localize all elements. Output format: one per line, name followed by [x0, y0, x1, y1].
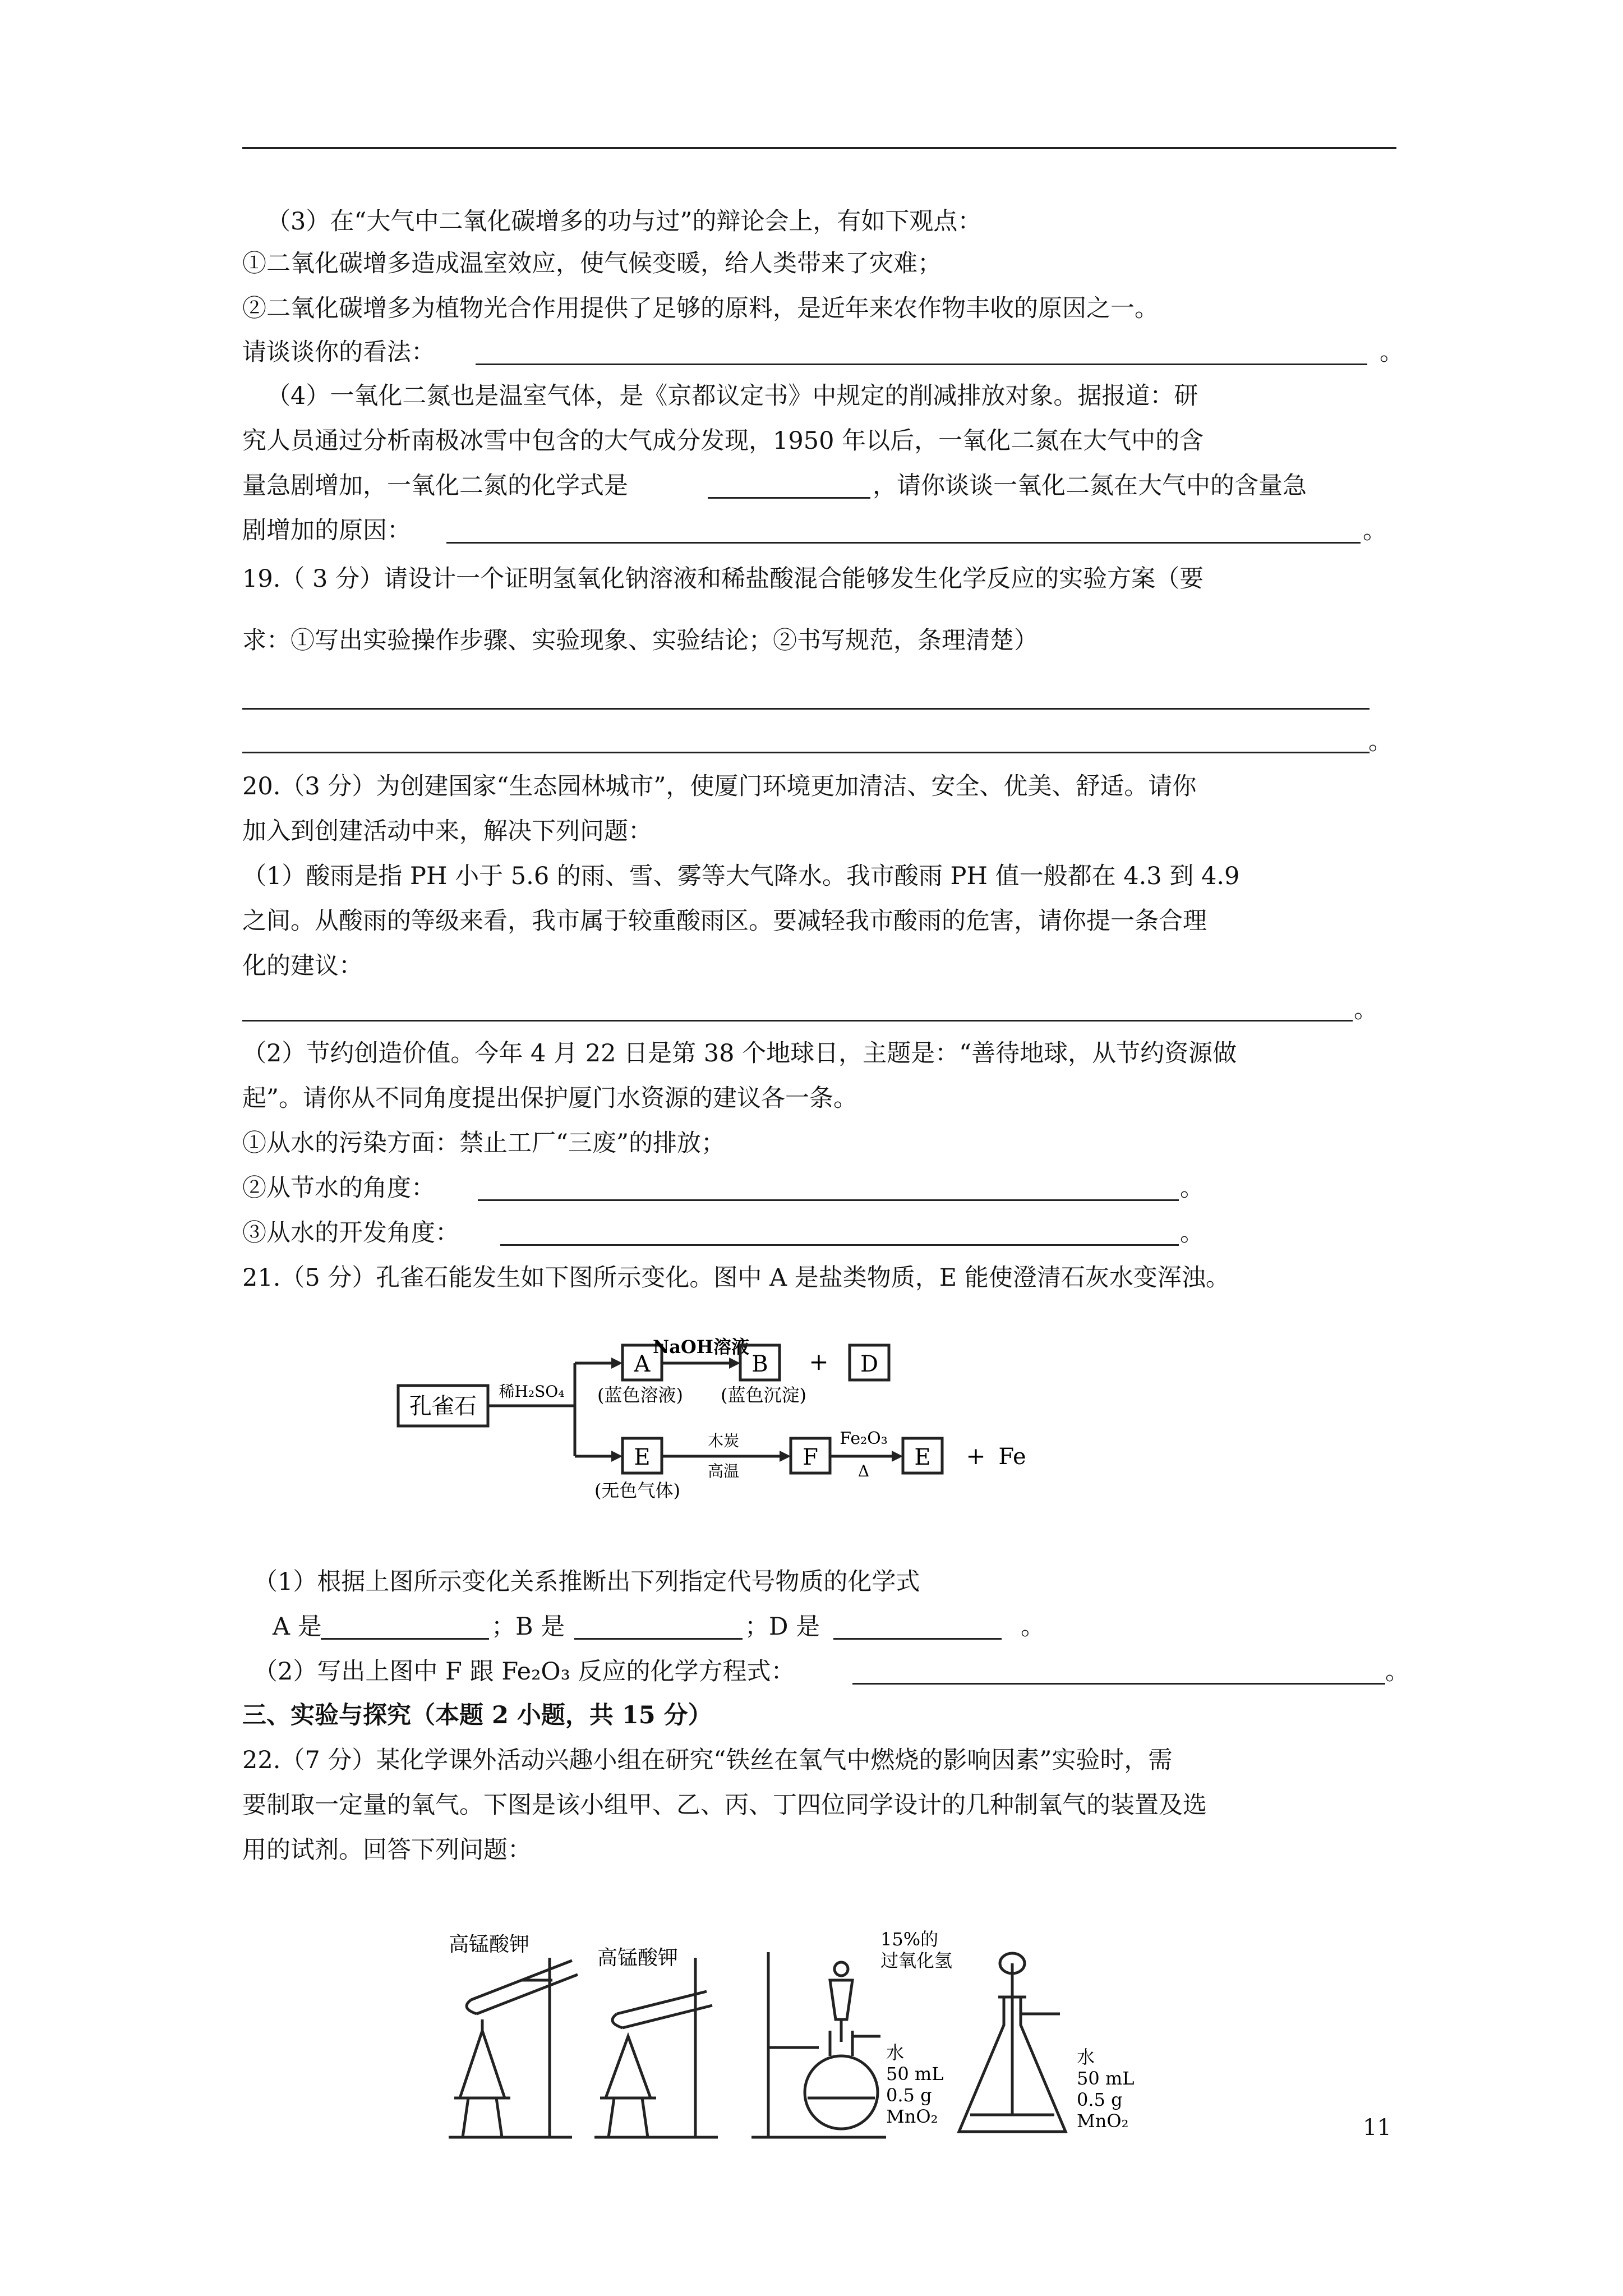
note-A: (蓝色溶液) [597, 1384, 683, 1406]
note-E: (无色气体) [594, 1480, 680, 1501]
q18-p3-view1: ①二氧化碳增多造成温室效应，使气候变暖，给人类带来了灾难； [242, 250, 942, 278]
app4-catalyst: MnO₂ [1077, 2110, 1129, 2132]
q20-answer1: ①从水的污染方面：禁止工厂“三废”的排放； [242, 1129, 725, 1157]
q18-p4-line3a: 量急剧增加，一氧化二氮的化学式是 [242, 472, 628, 500]
app3-catalyst: MnO₂ [886, 2106, 938, 2127]
text-F: F [803, 1444, 818, 1470]
period: 。 [1380, 338, 1404, 366]
q22-line2: 要制取一定量的氧气。下图是该小组甲、乙、丙、丁四位同学设计的几种制氧气的装置及选 [242, 1791, 1207, 1819]
q20-p2-line2: 起”。请你从不同角度提出保护厦门水资源的建议各一条。 [242, 1084, 857, 1112]
answer-blank[interactable] [708, 497, 870, 499]
app2-label: 高锰酸钾 [597, 1947, 679, 1970]
text-E: E [634, 1444, 651, 1470]
period: 。 [1021, 1613, 1045, 1641]
apparatus-3 [751, 1952, 886, 2137]
apparatus-4 [959, 1953, 1066, 2132]
q22-line1: 22.（7 分）某化学课外活动兴趣小组在研究“铁丝在氧气中燃烧的影响因素”实验时，需 [242, 1746, 1173, 1774]
text-B: B [751, 1351, 768, 1377]
q21-p2: （2）写出上图中 F 跟 Fe₂O₃ 反应的化学方程式： [253, 1658, 795, 1686]
q21-p1-B: ；B 是 [491, 1613, 565, 1641]
text-start: 孔雀石 [409, 1393, 477, 1419]
q20-answer2: ②从节水的角度： [242, 1174, 435, 1202]
q18-p3-view2: ②二氧化碳增多为植物光合作用提供了足够的原料，是近年来农作物丰收的原因之一。 [242, 295, 1159, 323]
text-Fe: Fe [998, 1444, 1026, 1470]
app4-mass: 0.5 g [1077, 2089, 1123, 2110]
period: 。 [1180, 1219, 1204, 1247]
app3-mass: 0.5 g [886, 2085, 932, 2106]
oxygen-apparatus-figure [437, 1930, 1223, 2148]
q18-p4-line2: 究人员通过分析南极冰雪中包含的大气成分发现，1950 年以后，一氧化二氮在大气中的含 [242, 427, 1204, 455]
apparatus-1 [449, 1958, 578, 2137]
answer-line[interactable] [500, 1244, 1179, 1246]
q21-p1-A: A 是 [273, 1613, 322, 1641]
q20-line2: 加入到创建活动中来，解决下列问题： [242, 817, 652, 845]
answer-line[interactable] [476, 364, 1367, 365]
reagent-naoh: NaOH溶液 [652, 1336, 750, 1358]
reagent-h2so4: 稀H₂SO₄ [499, 1382, 565, 1401]
answer-line[interactable] [446, 542, 1361, 544]
malachite-diagram [381, 1329, 1088, 1515]
q18-p3-intro: （3）在“大气中二氧化碳增多的功与过”的辩论会上，有如下观点： [266, 208, 982, 236]
q19-line2: 求：①写出实验操作步骤、实验现象、实验结论；②书写规范，条理清楚） [242, 627, 1038, 655]
period: 。 [1180, 1174, 1204, 1202]
q21-line1: 21.（5 分）孔雀石能发生如下图所示变化。图中 A 是盐类物质，E 能使澄清石灰水变浑浊。 [242, 1264, 1230, 1292]
header-rule [242, 147, 1396, 149]
q20-p1-line1: （1）酸雨是指 PH 小于 5.6 的雨、雪、雾等大气降水。我市酸雨 PH 值一般都在 4.3 到 4.9 [242, 862, 1240, 890]
reagent-hightemp: 高温 [707, 1462, 740, 1480]
answer-line[interactable] [478, 1199, 1179, 1201]
note-B: (蓝色沉淀) [721, 1384, 806, 1406]
q21-p1: （1）根据上图所示变化关系推断出下列指定代号物质的化学式 [253, 1568, 920, 1596]
q18-p4-line4: 剧增加的原因： [242, 517, 411, 545]
period: 。 [1368, 728, 1393, 756]
q22-line3: 用的试剂。回答下列问题： [242, 1836, 532, 1864]
period: 。 [1385, 1658, 1409, 1686]
section-title: 三、实验与探究（本题 2 小题，共 15 分） [242, 1701, 712, 1729]
q18-p4-line1: （4）一氧化二氮也是温室气体，是《京都议定书》中规定的削减排放对象。据报道：研 [266, 382, 1198, 410]
text-D: D [860, 1351, 879, 1377]
q20-p1-line3: 化的建议： [242, 952, 363, 980]
app3-reagent: 过氧化氢 [880, 1950, 953, 1971]
q20-line1: 20.（3 分）为创建国家“生态园林城市”，使厦门环境更加清洁、安全、优美、舒适。请你 [242, 772, 1197, 800]
apparatus-2 [594, 1958, 718, 2137]
plus-1: + [809, 1348, 829, 1375]
app3-water: 水 [886, 2042, 905, 2063]
answer-line[interactable] [852, 1683, 1385, 1685]
reagent-heat: Δ [857, 1462, 870, 1480]
answer-line[interactable] [242, 1020, 1353, 1022]
reagent-carbon: 木炭 [707, 1432, 740, 1450]
answer-blank-B[interactable] [574, 1638, 743, 1640]
text-E2: E [914, 1444, 931, 1470]
q18-p3-ask: 请谈谈你的看法： [242, 338, 435, 366]
q19-line1: 19.（ 3 分）请设计一个证明氢氧化钠溶液和稀盐酸混合能够发生化学反应的实验方案（要 [242, 565, 1204, 593]
plus-2: + [966, 1442, 986, 1470]
answer-blank-A[interactable] [321, 1638, 489, 1640]
q20-p1-line2: 之间。从酸雨的等级来看，我市属于较重酸雨区。要减轻我市酸雨的危害，请你提一条合理 [242, 907, 1207, 935]
answer-blank-D[interactable] [833, 1638, 1002, 1640]
app3-volume: 50 mL [886, 2063, 944, 2085]
period: 。 [1354, 996, 1378, 1024]
reagent-fe2o3: Fe₂O₃ [840, 1429, 888, 1448]
q21-p1-D: ；D 是 [745, 1613, 820, 1641]
app1-label: 高锰酸钾 [449, 1933, 530, 1956]
period: 。 [1363, 517, 1387, 545]
q18-p4-line3b: ，请你谈谈一氧化二氮在大气中的含量急 [873, 472, 1307, 500]
answer-line[interactable] [242, 708, 1370, 710]
text-A: A [634, 1351, 651, 1377]
answer-line[interactable] [242, 752, 1370, 753]
page-number: 11 [1363, 2115, 1391, 2141]
app4-water: 水 [1077, 2046, 1095, 2068]
q20-answer3: ③从水的开发角度： [242, 1219, 459, 1247]
q20-p2-line1: （2）节约创造价值。今年 4 月 22 日是第 38 个地球日，主题是：“善待地球，从节约资源做 [242, 1039, 1237, 1068]
app4-volume: 50 mL [1077, 2068, 1135, 2089]
app3-conc: 15%的 [880, 1930, 939, 1950]
